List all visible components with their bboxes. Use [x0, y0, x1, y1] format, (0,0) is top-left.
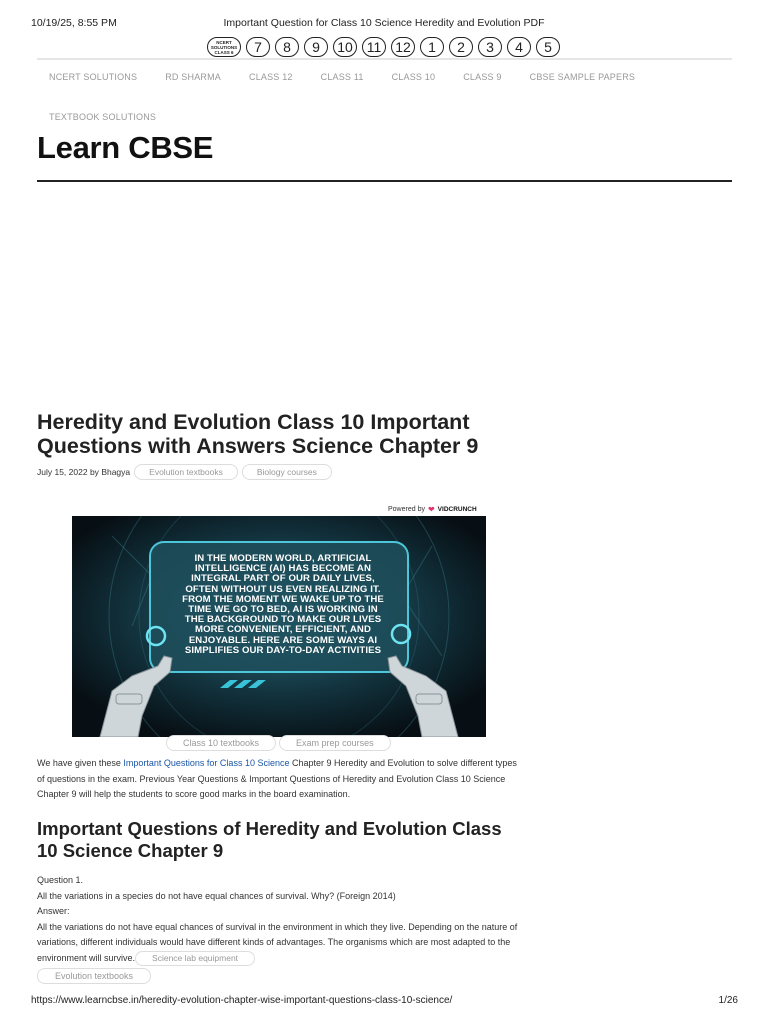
badge-class[interactable]: 4 — [507, 37, 531, 57]
intro-paragraph — [37, 756, 519, 803]
nav-item-class-10[interactable]: CLASS 10 — [391, 72, 436, 82]
nav-item-class-11[interactable]: CLASS 11 — [320, 72, 364, 82]
video-player[interactable] — [72, 516, 486, 737]
chip-science-lab-equipment[interactable]: Science lab equipment — [135, 951, 255, 966]
article-author[interactable]: Bhagya — [101, 467, 131, 477]
question-text: All the variations in a species do not have equal chances of survival. Why? (Foreign 2014) — [37, 890, 396, 901]
tag-chip-evolution-textbooks[interactable]: Evolution textbooks — [134, 464, 238, 480]
tag-chip-biology-courses[interactable]: Biology courses — [242, 464, 332, 480]
intro-before-link: We have given these — [37, 758, 124, 768]
video-overlay-text: IN THE MODERN WORLD, ARTIFICIAL INTELLIGENCE (AI) HAS BECOME AN INTEGRAL PART OF OUR DAILY LIVES, OFTEN WITHOUT US EVEN REALIZING IT. FROM THE MOMENT WE WAKE UP TO THE TIME WE GO TO BED, AI IS WORKING IN THE BACKGROUND TO MAKE OUR LIVES MORE CONVENIENT, EFFICIENT, AND ENJOYABLE. HERE ARE SOME WAYS AI SIMPLIFIES OUR DAY-TO-DAY ACTIVITIES — [182, 553, 384, 656]
article-date: July 15, 2022 — [37, 467, 88, 477]
article-by: by — [89, 467, 99, 477]
badge-class[interactable]: 10 — [333, 37, 357, 57]
nav-top-divider — [37, 58, 732, 60]
badge-class[interactable]: 12 — [391, 37, 415, 57]
nav-item-ncert-solutions[interactable]: NCERT SOLUTIONS — [49, 72, 138, 82]
answer-label: Answer: — [37, 906, 70, 916]
powered-by-label: Powered by — [388, 506, 425, 513]
class-badges — [207, 36, 560, 58]
print-header — [0, 17, 768, 31]
bottom-chip-row — [37, 966, 151, 984]
nav-item-class-12[interactable]: CLASS 12 — [249, 72, 293, 82]
vidcrunch-logo-icon: ❤ — [427, 505, 435, 514]
nav-item-rd-sharma[interactable]: RD SHARMA — [165, 72, 221, 82]
question-label: Question 1. — [37, 875, 84, 885]
article-meta — [37, 464, 332, 480]
video-powered-by — [388, 505, 477, 514]
main-nav — [49, 72, 729, 124]
print-url: https://www.learncbse.in/heredity-evolution-chapter-wise-important-questions-class-10-science/ — [31, 995, 453, 1006]
article-title: Heredity and Evolution Class 10 Important Questions with Answers Science Chapter 9 — [37, 410, 479, 458]
intro-after-link: Chapter 9 Heredity and Evolution to solve different types of questions in the exam. Previous Year Questions & Important Questions of Heredity and Evolution Class 10 Science Chapter 9 will help the students to score good marks in the board examination. — [37, 758, 517, 799]
badge-class[interactable]: 3 — [478, 37, 502, 57]
important-questions-link[interactable]: Important Questions for Class 10 Science — [123, 758, 290, 768]
video-provider[interactable]: VIDCRUNCH — [437, 506, 477, 513]
badge-class[interactable]: 9 — [304, 37, 328, 57]
chip-exam-prep-courses[interactable]: Exam prep courses — [279, 735, 391, 751]
chip-class-10-textbooks[interactable]: Class 10 textbooks — [166, 735, 276, 751]
chips-below-video — [166, 735, 391, 751]
site-logo[interactable]: Learn CBSE — [37, 130, 214, 165]
answer-text: All the variations do not have equal chances of survival in the environment in which they live. Depending on the nature of variations, different individuals would have different kinds of advantages. The organisms which are most adapted to the environment will survive. — [37, 921, 518, 963]
nav-item-cbse-sample-papers[interactable]: CBSE SAMPLE PAPERS — [529, 72, 636, 82]
badge-class[interactable]: 11 — [362, 37, 386, 57]
badge-ncert-solutions[interactable]: NCERT SOLUTIONS CLASS 6 — [207, 37, 241, 57]
brand-divider — [37, 180, 732, 182]
nav-item-class-9[interactable]: CLASS 9 — [463, 72, 502, 82]
badge-class[interactable]: 5 — [536, 37, 560, 57]
question-1 — [37, 873, 519, 966]
chip-evolution-textbooks[interactable]: Evolution textbooks — [37, 968, 151, 984]
print-page-number: 1/26 — [718, 995, 738, 1006]
badge-class[interactable]: 2 — [449, 37, 473, 57]
section-title: Important Questions of Heredity and Evolution Class 10 Science Chapter 9 — [37, 818, 502, 861]
badge-class[interactable]: 8 — [275, 37, 299, 57]
print-title: Important Question for Class 10 Science Heredity and Evolution PDF — [223, 17, 545, 29]
answer-block — [37, 920, 519, 967]
nav-item-textbook-solutions[interactable]: TEXTBOOK SOLUTIONS — [49, 112, 157, 122]
badge-class[interactable]: 1 — [420, 37, 444, 57]
badge-class[interactable]: 7 — [246, 37, 270, 57]
print-datetime: 10/19/25, 8:55 PM — [31, 17, 117, 29]
